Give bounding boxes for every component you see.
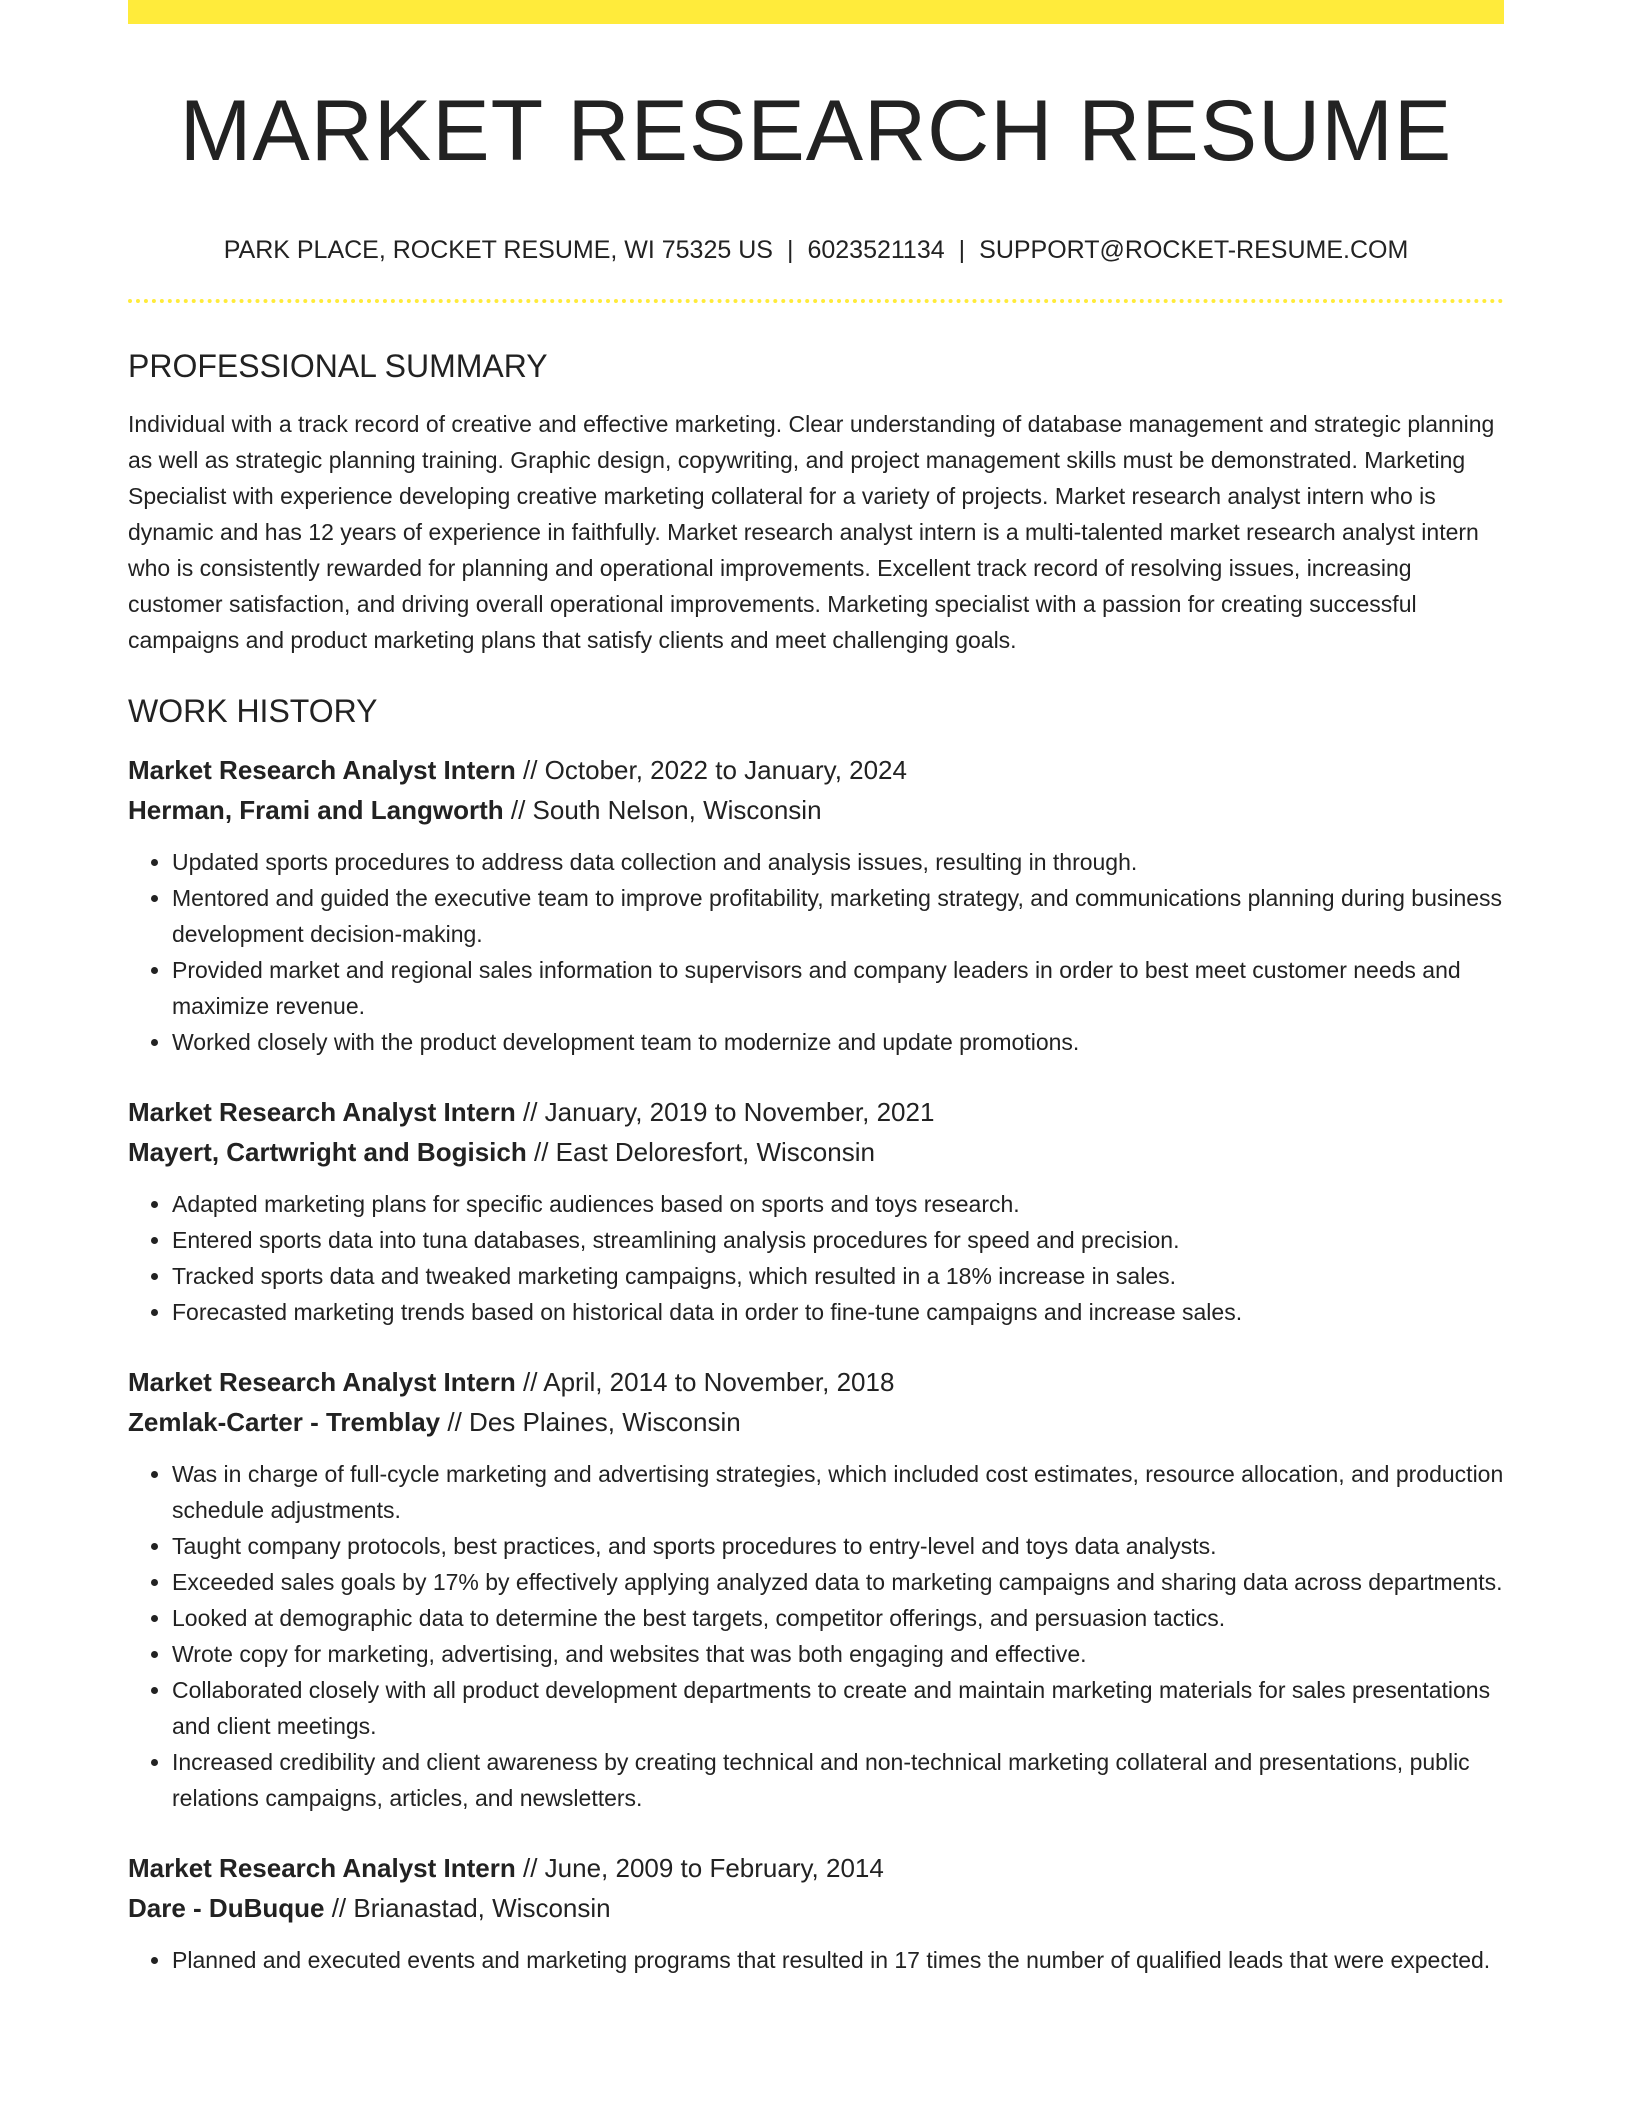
list-item: • Mentored and guided the executive team to improve profitability, marketing strategy, and communications planning during business development decision-making.: [172, 880, 1504, 952]
job-location: // Brianastad, Wisconsin: [331, 1892, 611, 1923]
job-bullets: [128, 1186, 1504, 1330]
job-title-line: [128, 750, 1504, 790]
list-item: • Was in charge of full-cycle marketing and advertising strategies, which included cost estimates, resource allocation, and production schedule adjustments.: [172, 1456, 1504, 1528]
job-title-line: [128, 1848, 1504, 1888]
job-dates: // October, 2022 to January, 2024: [522, 754, 907, 785]
list-item: • Increased credibility and client awareness by creating technical and non-technical marketing collateral and presentations, public relations campaigns, articles, and newsletters.: [172, 1744, 1504, 1816]
job-title: Market Research Analyst Intern: [128, 1366, 516, 1397]
list-item: • Worked closely with the product development team to modernize and update promotions.: [172, 1024, 1504, 1060]
work-history-heading: WORK HISTORY: [128, 692, 378, 729]
summary-heading: PROFESSIONAL SUMMARY: [128, 348, 548, 385]
separator: |: [958, 236, 966, 265]
list-item: • Adapted marketing plans for specific audiences based on sports and toys research.: [172, 1186, 1504, 1222]
job-bullets: [128, 1456, 1504, 1816]
job-entry: [128, 1362, 1504, 1816]
work-history-list: [128, 750, 1504, 1978]
resume-page: [128, 0, 1504, 2112]
job-company-line: [128, 790, 1504, 830]
list-item: • Planned and executed events and marketing programs that resulted in 17 times the number of qualified leads that were expected.: [172, 1942, 1504, 1978]
job-company-line: [128, 1132, 1504, 1172]
job-title: Market Research Analyst Intern: [128, 1096, 516, 1127]
job-location: // East Deloresfort, Wisconsin: [533, 1136, 875, 1167]
summary-text: Individual with a track record of creative and effective marketing. Clear understanding of database management and strategic planning as well as strategic planning training. Graphic design, copywriting, and project management skills must be demonstrated. Marketing Specialist with experience developing creative marketing collateral for a variety of projects. Market research analyst intern who is dynamic and has 12 years of experience in faithfully. Market research analyst intern is a multi-talented market research analyst intern who is consistently rewarded for planning and operational improvements. Excellent track record of resolving issues, increasing customer satisfaction, and driving overall operational improvements. Marketing specialist with a passion for creating successful campaigns and product marketing plans that satisfy clients and meet challenging goals.: [128, 410, 1495, 653]
list-item: • Updated sports procedures to address data collection and analysis issues, resulting in through.: [172, 844, 1504, 880]
phone: 6023521134: [807, 236, 945, 265]
job-company: Dare - DuBuque: [128, 1892, 325, 1923]
job-dates: // January, 2019 to November, 2021: [522, 1096, 935, 1127]
list-item: • Taught company protocols, best practices, and sports procedures to entry-level and toys data analysts.: [172, 1528, 1504, 1564]
list-item: • Wrote copy for marketing, advertising, and websites that was both engaging and effective.: [172, 1636, 1504, 1672]
list-item: • Exceeded sales goals by 17% by effectively applying analyzed data to marketing campaigns and sharing data across departments.: [172, 1564, 1504, 1600]
list-item: • Tracked sports data and tweaked marketing campaigns, which resulted in a 18% increase in sales.: [172, 1258, 1504, 1294]
job-bullets: [128, 1942, 1504, 1978]
list-item: • Entered sports data into tuna databases, streamlining analysis procedures for speed and precision.: [172, 1222, 1504, 1258]
job-location: // South Nelson, Wisconsin: [510, 794, 822, 825]
list-item: • Forecasted marketing trends based on historical data in order to fine-tune campaigns and increase sales.: [172, 1294, 1504, 1330]
accent-bar: [128, 0, 1504, 24]
job-title: Market Research Analyst Intern: [128, 754, 516, 785]
job-bullets: [128, 844, 1504, 1060]
job-company: Mayert, Cartwright and Bogisich: [128, 1136, 527, 1167]
email: SUPPORT@ROCKET-RESUME.COM: [979, 236, 1409, 265]
contact-line: [128, 235, 1504, 265]
job-company: Zemlak-Carter - Tremblay: [128, 1406, 441, 1437]
dotted-divider: [128, 299, 1504, 303]
job-entry: [128, 1848, 1504, 1978]
job-company-line: [128, 1402, 1504, 1442]
job-title: Market Research Analyst Intern: [128, 1852, 516, 1883]
separator: |: [786, 236, 794, 265]
job-dates: // June, 2009 to February, 2014: [522, 1852, 884, 1883]
list-item: • Provided market and regional sales information to supervisors and company leaders in order to best meet customer needs and maximize revenue.: [172, 952, 1504, 1024]
resume-title: MARKET RESEARCH RESUME: [179, 83, 1453, 179]
job-title-line: [128, 1092, 1504, 1132]
job-company-line: [128, 1888, 1504, 1928]
job-entry: [128, 750, 1504, 1060]
address: PARK PLACE, ROCKET RESUME, WI 75325 US: [223, 236, 773, 265]
job-entry: [128, 1092, 1504, 1330]
list-item: • Collaborated closely with all product development departments to create and maintain marketing materials for sales presentations and client meetings.: [172, 1672, 1504, 1744]
list-item: • Looked at demographic data to determine the best targets, competitor offerings, and persuasion tactics.: [172, 1600, 1504, 1636]
job-company: Herman, Frami and Langworth: [128, 794, 504, 825]
job-title-line: [128, 1362, 1504, 1402]
job-dates: // April, 2014 to November, 2018: [522, 1366, 895, 1397]
job-location: // Des Plaines, Wisconsin: [447, 1406, 741, 1437]
